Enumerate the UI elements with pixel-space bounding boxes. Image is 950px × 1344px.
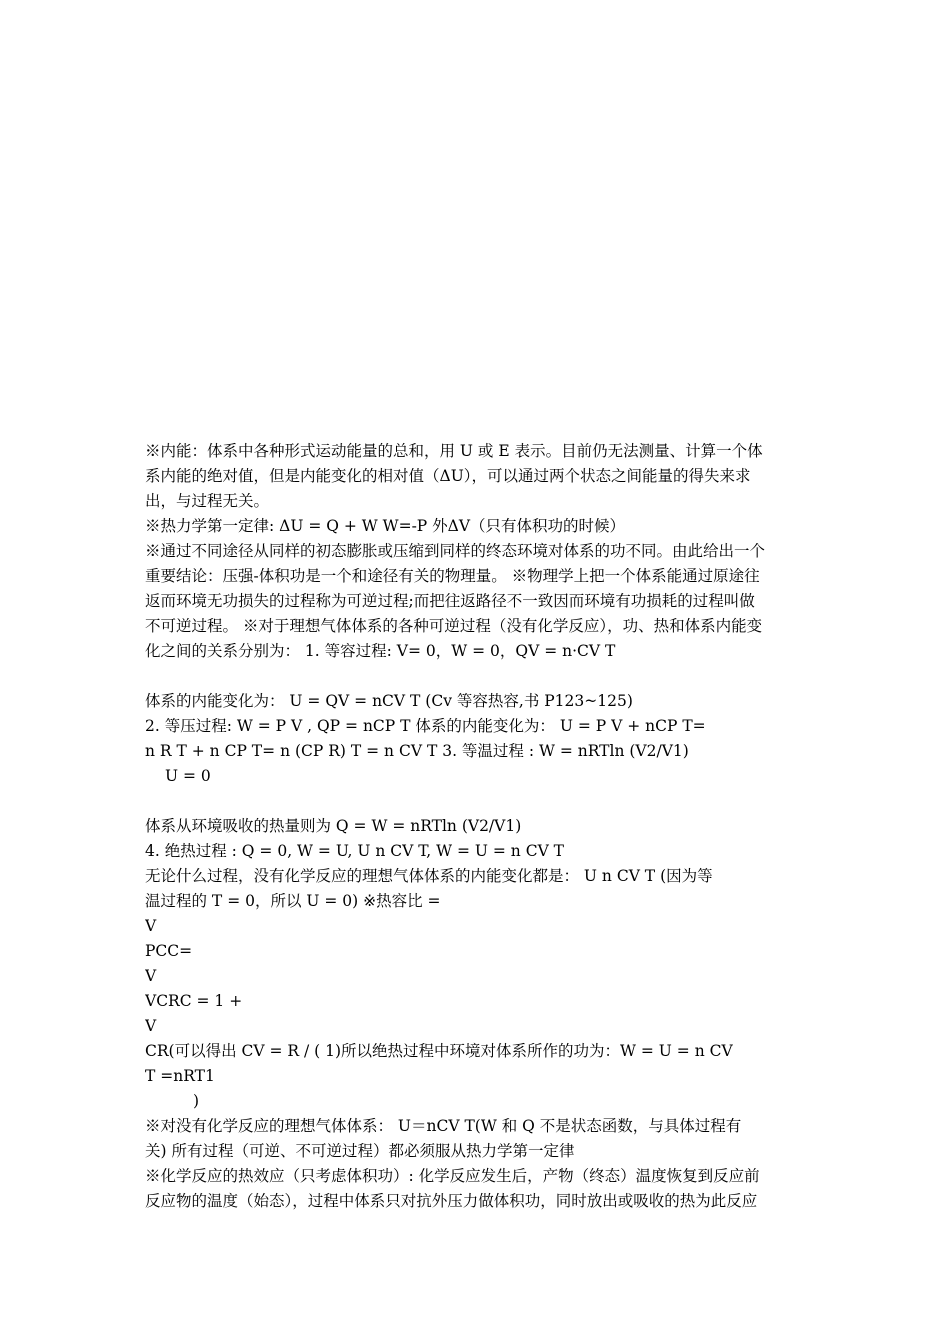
text-line: 关) 所有过程（可逆、不可逆过程）都必须服从热力学第一定律	[145, 1142, 575, 1160]
text-line: 返而环境无功损失的过程称为可逆过程;而把往返路径不一致因而环境有功损耗的过程叫做	[145, 592, 755, 610]
text-line: ※内能：体系中各种形式运动能量的总和，用 U 或 E 表示。目前仍无法测量、计算一个体	[145, 442, 763, 460]
text-line: CR(可以得出 CV = R / ( 1)所以绝热过程中环境对体系所作的功为：W = U = n CV	[145, 1042, 733, 1060]
text-line: )	[193, 1092, 200, 1110]
text-line: V	[145, 1017, 157, 1035]
text-line: 出，与过程无关。	[145, 492, 270, 510]
text-line: 无论什么过程，没有化学反应的理想气体体系的内能变化都是： U n CV T (因为等	[145, 867, 713, 885]
text-line: PCC=	[145, 942, 193, 960]
text-line: 化之间的关系分别为： 1. 等容过程: V= 0，W = 0，QV = n·CV T	[145, 642, 616, 660]
text-line: ※热力学第一定律: ΔU = Q + W W=-P 外ΔV（只有体积功的时候）	[145, 517, 626, 535]
text-line: 反应物的温度（始态），过程中体系只对抗外压力做体积功，同时放出或吸收的热为此反应	[145, 1192, 758, 1210]
text-line: ※化学反应的热效应（只考虑体积功）: 化学反应发生后，产物（终态）温度恢复到反应前	[145, 1167, 760, 1185]
text-line: 系内能的绝对值，但是内能变化的相对值（ΔU），可以通过两个状态之间能量的得失来求	[145, 467, 751, 485]
text-line: ※通过不同途径从同样的初态膨胀或压缩到同样的终态环境对体系的功不同。由此给出一个	[145, 542, 766, 560]
text-line: 体系的内能变化为： U = QV = nCV T (Cv 等容热容,书 P123~125)	[145, 692, 633, 710]
text-line: U = 0	[165, 767, 211, 785]
text-line: V	[145, 917, 157, 935]
text-line: n R T + n CP T= n (CP R) T = n CV T 3. 等温过程 : W = nRTln (V2/V1)	[145, 742, 689, 760]
text-line: 体系从环境吸收的热量则为 Q = W = nRTln (V2/V1)	[145, 817, 522, 835]
text-line: ※对没有化学反应的理想气体体系： U＝nCV T(W 和 Q 不是状态函数，与具体过程有	[145, 1117, 742, 1135]
text-line: 重要结论：压强-体积功是一个和途径有关的物理量。 ※物理学上把一个体系能通过原途往	[145, 567, 760, 585]
text-line: 温过程的 T = 0，所以 U = 0) ※热容比 =	[145, 892, 441, 910]
text-line: V	[145, 967, 157, 985]
text-line: VCRC = 1 +	[145, 992, 243, 1010]
text-line: T =nRT1	[145, 1067, 215, 1085]
text-line: 4. 绝热过程 : Q = 0, W = U, U n CV T, W = U = n CV T	[145, 842, 565, 860]
text-line: 不可逆过程。 ※对于理想气体体系的各种可逆过程（没有化学反应），功、热和体系内能变	[145, 617, 763, 635]
text-line: 2. 等压过程: W = P V , QP = nCP T 体系的内能变化为： U = P V + nCP T=	[145, 717, 706, 735]
